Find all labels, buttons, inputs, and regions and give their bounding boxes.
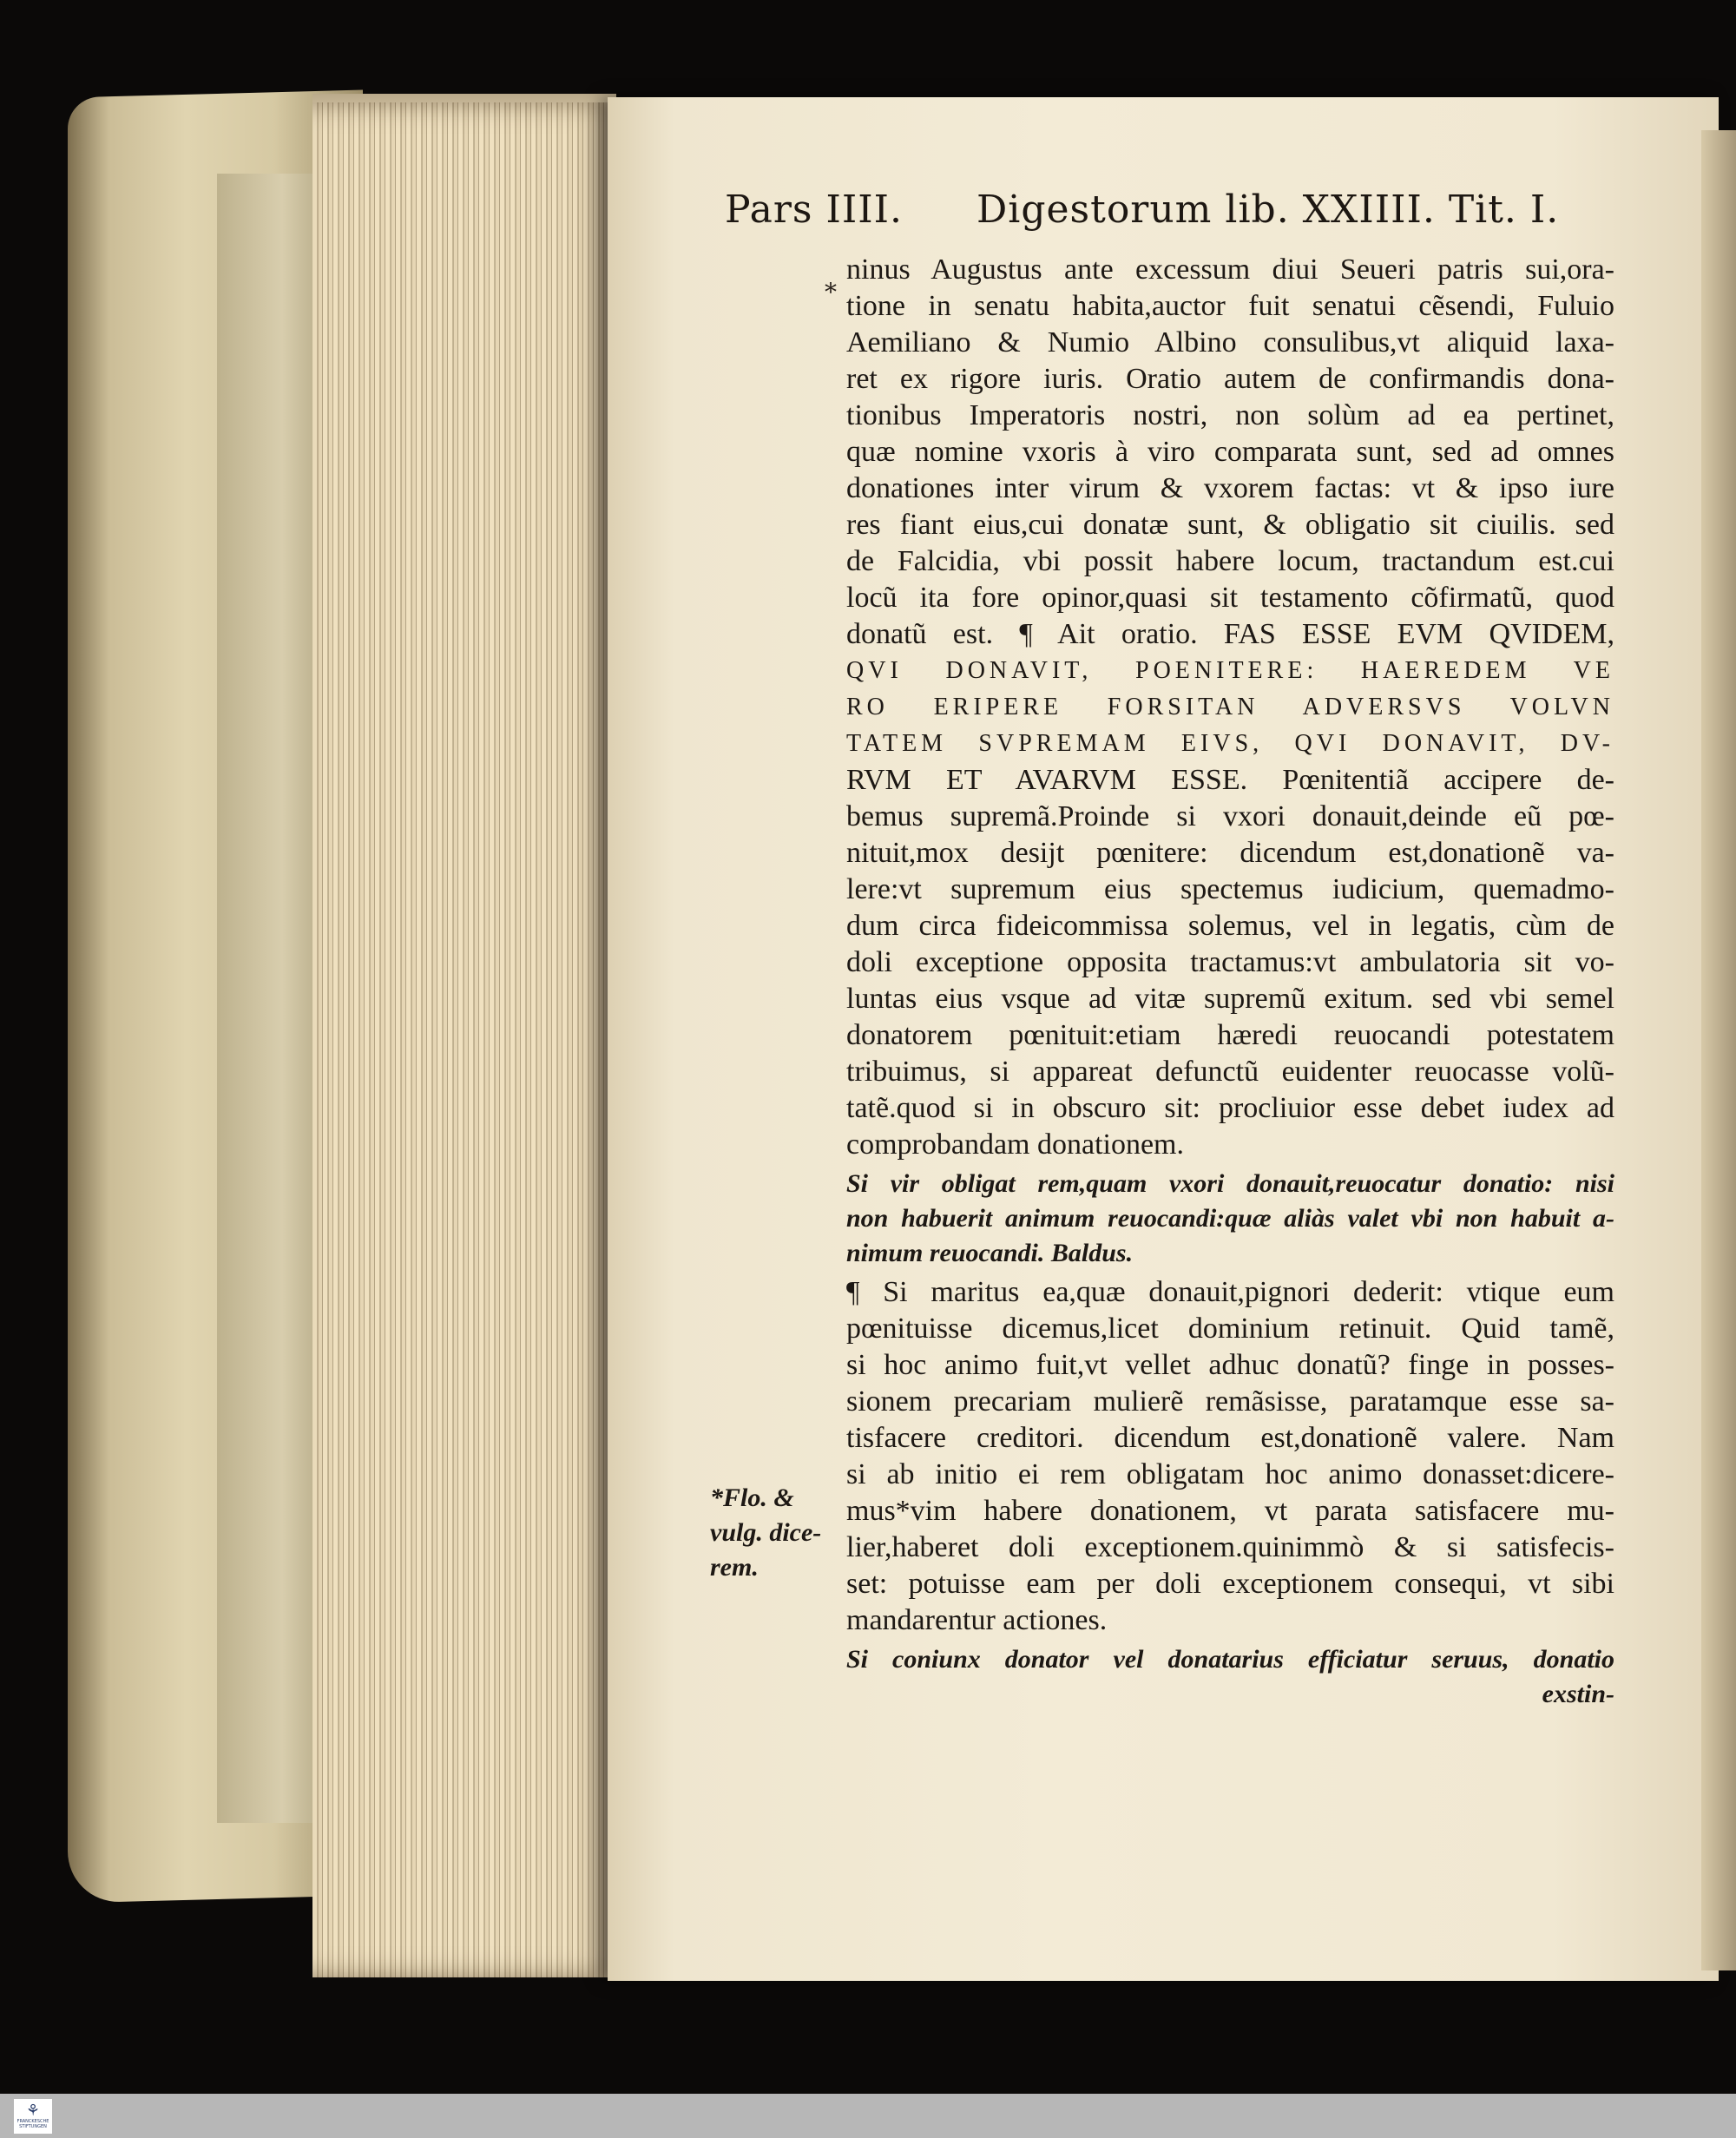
- text-line: mus*vim habere donationem, vt parata satisfacere mu-: [846, 1495, 1614, 1527]
- text-line: donatorem pœnituit:etiam hæredi reuocandi potestatem: [846, 1019, 1614, 1051]
- summary-note-line: nimum reuocandi. Baldus.: [846, 1239, 1134, 1267]
- library-logo: [14, 2099, 52, 2134]
- page-stack-edges: [312, 102, 616, 1977]
- text-line: bemus supremã.Proinde si vxori donauit,deinde eũ pœ-: [846, 800, 1614, 832]
- library-logo-text: FRANCKESCHE STIFTUNGEN: [16, 2119, 49, 2129]
- marginal-note-line: *Flo. &: [710, 1483, 794, 1512]
- text-line: RVM ET AVARVM ESSE. Pœnitentiã accipere de-: [846, 764, 1614, 796]
- running-head-part: Pars IIII.: [725, 187, 903, 232]
- text-line: tionibus Imperatoris nostri, non solùm ad ea pertinet,: [846, 399, 1614, 431]
- text-line: res fiant eius,cui donatæ sunt, & obligatio sit ciuilis. sed: [846, 509, 1614, 541]
- text-line: luntas eius vsque ad vitæ supremũ exitum. sed vbi semel: [846, 983, 1614, 1015]
- text-line: ret ex rigore iuris. Oratio autem de confirmandis dona-: [846, 363, 1614, 395]
- summary-note-line: non habuerit animum reuocandi:quæ aliàs valet vbi non habuit a-: [846, 1204, 1614, 1233]
- text-line: quæ nomine vxoris à viro comparata sunt, sed ad omnes: [846, 436, 1614, 468]
- text-line: locũ ita fore opinor,quasi sit testamento cõfirmatũ, quod: [846, 582, 1614, 614]
- catchword: exstin-: [1542, 1680, 1614, 1708]
- marginal-note-line: vulg. dice-: [710, 1518, 822, 1547]
- text-line: doli exceptione opposita tractamus:vt ambulatoria sit vo-: [846, 946, 1614, 978]
- text-line: nituit,mox desijt pœnitere: dicendum est,donationẽ va-: [846, 837, 1614, 869]
- marginal-note-line: rem.: [710, 1553, 759, 1582]
- quotation-line: RO ERIPERE FORSITAN ADVERSVS VOLVN: [846, 694, 1614, 720]
- text-line: ¶ Si maritus ea,quæ donauit,pignori dederit: vtique eum: [846, 1276, 1614, 1308]
- facing-page-edge: [1701, 130, 1736, 1970]
- text-line: lere:vt supremum eius spectemus iudicium, quemadmo-: [846, 873, 1614, 905]
- text-line: de Falcidia, vbi possit habere locum, tractandum est.cui: [846, 545, 1614, 577]
- text-line: tribuimus, si appareat defunctũ euidenter reuocasse volũ-: [846, 1056, 1614, 1088]
- text-line: mandarentur actiones.: [846, 1604, 1108, 1636]
- text-line: ninus Augustus ante excessum diui Seueri patris sui,ora-: [846, 253, 1614, 286]
- summary-note-line: Si vir obligat rem,quam vxori donauit,reuocatur donatio: nisi: [846, 1169, 1614, 1198]
- library-logo-icon: ⚘: [25, 2102, 41, 2120]
- text-line: pœnituisse dicemus,licet dominium retinuit. Quid tamẽ,: [846, 1312, 1614, 1345]
- text-line: dum circa fideicommissa solemus, vel in legatis, cùm de: [846, 910, 1614, 942]
- text-line: set: potuisse eam per doli exceptionem consequi, vt sibi: [846, 1568, 1614, 1600]
- text-line: tione in senatu habita,auctor fuit senatui cẽsendi, Fuluio: [846, 290, 1614, 322]
- text-line: tatẽ.quod si in obscuro sit: procliuior esse debet iudex ad: [846, 1092, 1614, 1124]
- viewer-footer-bar: [0, 2094, 1736, 2138]
- text-line: lier,haberet doli exceptionem.quinimmò & si satisfecis-: [846, 1531, 1614, 1563]
- running-head-title: Digestorum lib. XXIIII. Tit. I.: [976, 187, 1560, 232]
- margin-asterisk: *: [825, 278, 837, 306]
- text-line: tisfacere creditori. dicendum est,donationẽ valere. Nam: [846, 1422, 1614, 1454]
- text-line: comprobandam donationem.: [846, 1128, 1185, 1161]
- text-line: sionem precariam mulierẽ remãsisse, paratamque esse sa-: [846, 1385, 1614, 1418]
- summary-note-line: Si coniunx donator vel donatarius efficiatur seruus, donatio: [846, 1645, 1614, 1674]
- running-head: [725, 187, 1628, 232]
- text-line: donatũ est. ¶ Ait oratio. FAS ESSE EVM QVIDEM,: [846, 618, 1614, 650]
- text-line: si hoc animo fuit,vt vellet adhuc donatũ? finge in posses-: [846, 1349, 1614, 1381]
- text-line: donationes inter virum & vxorem factas: vt & ipso iure: [846, 472, 1614, 504]
- quotation-line: TATEM SVPREMAM EIVS, QVI DONAVIT, DV-: [846, 730, 1614, 757]
- quotation-line: QVI DONAVIT, POENITERE: HAEREDEM VE: [846, 657, 1614, 684]
- text-line: si ab initio ei rem obligatam hoc animo donasset:dicere-: [846, 1458, 1614, 1490]
- text-column: [846, 252, 1614, 1712]
- text-line: Aemiliano & Numio Albino consulibus,vt aliquid laxa-: [846, 326, 1614, 359]
- marginal-note: [710, 1481, 840, 1585]
